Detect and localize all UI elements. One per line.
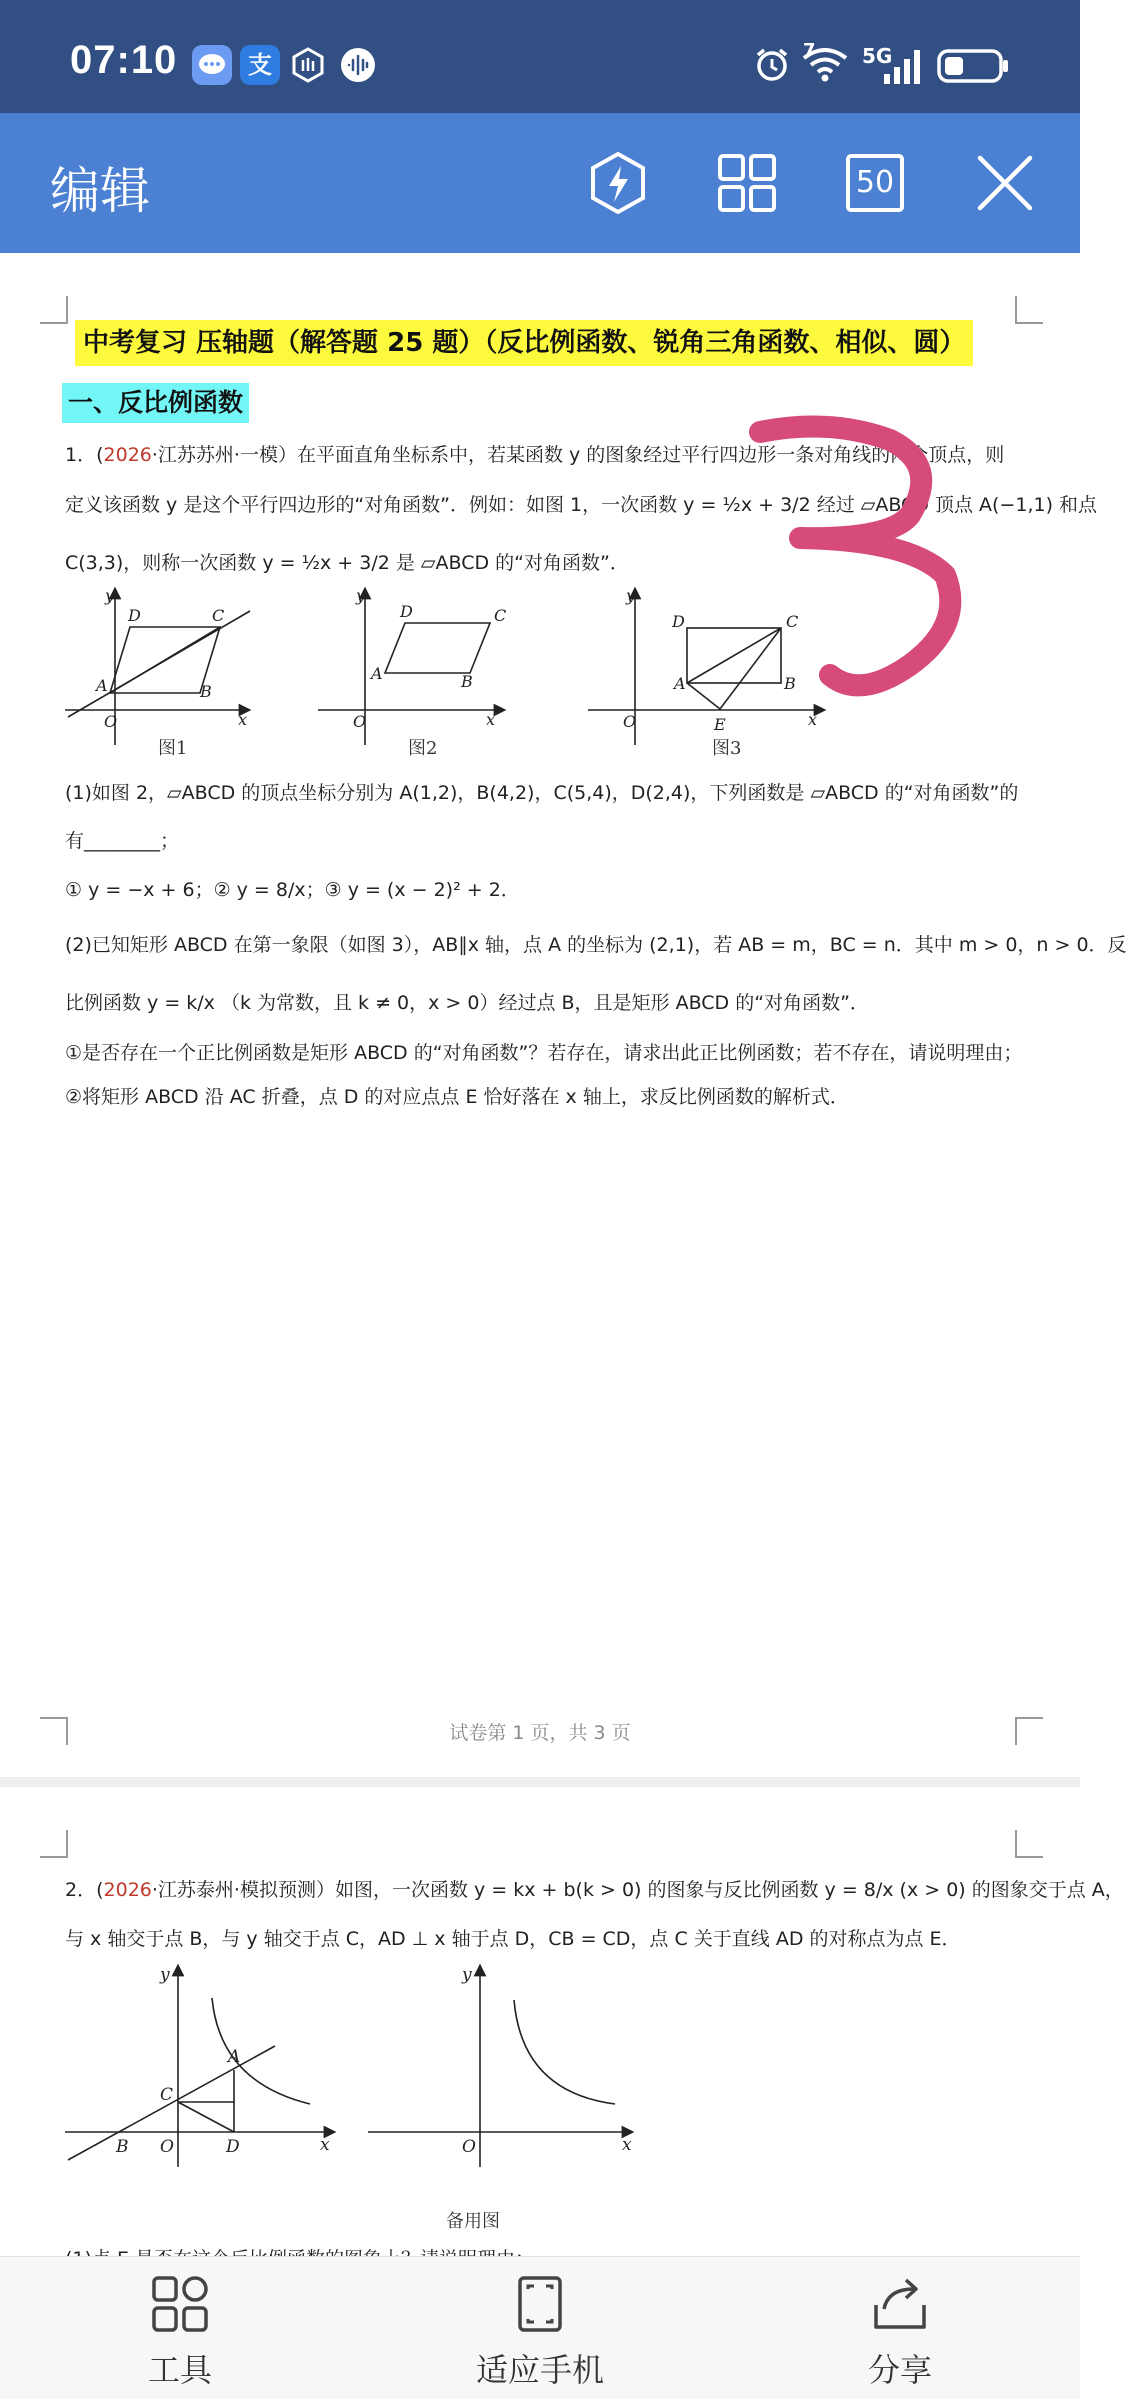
svg-text:C: C [160, 2085, 174, 2105]
q1-part1-line-2: 有________； [65, 830, 180, 852]
svg-text:x: x [808, 710, 818, 729]
svg-text:x: x [320, 2135, 330, 2155]
svg-text:D: D [672, 612, 685, 631]
page-corner-mark [1015, 296, 1043, 324]
svg-text:O: O [462, 2137, 476, 2157]
grid-icon[interactable] [712, 148, 782, 218]
svg-text:y: y [105, 586, 115, 605]
svg-text:O: O [104, 712, 118, 731]
svg-text:E: E [714, 715, 726, 734]
q1-part2-line-2: 比例函数 y = k/x （k 为常数，且 k ≠ 0，x > 0）经过点 B，且是矩形 ABCD 的“对角函数”． [65, 992, 869, 1014]
q2-line-1 [65, 1875, 1124, 1902]
q2-line-2: 与 x 轴交于点 B，与 y 轴交于点 C，AD ⊥ x 轴于点 D，CB = CD，点 C 关于直线 AD 的对称点为点 E． [65, 1928, 961, 1950]
svg-text:A: A [96, 676, 108, 695]
q1-sub-question-2: ②将矩形 ABCD 沿 AC 折叠，点 D 的对应点点 E 恰好落在 x 轴上，求反比例函数的解析式． [65, 1086, 849, 1108]
nav-share-label: 分享 [867, 2351, 932, 2389]
q1-part2-line-1: (2)已知矩形 ABCD 在第一象限（如图 3），AB∥x 轴，点 A 的坐标为 (2,1)，若 AB = m，BC = n．其中 m > 0，n > 0．反 [65, 934, 1127, 956]
q2-number: 2．( [65, 1879, 104, 1901]
svg-text:A: A [371, 664, 383, 683]
page-count-icon[interactable] [840, 148, 910, 218]
q2-figures [60, 1962, 650, 2187]
svg-text:A: A [228, 2047, 241, 2067]
page-corner-mark [1015, 1830, 1043, 1858]
svg-text:O: O [160, 2137, 174, 2157]
page-corner-mark [40, 1830, 68, 1858]
q1-line-2: 定义该函数 y 是这个平行四边形的“对角函数”．例如：如图 1，一次函数 y = ½x + 3/2 经过 ▱ABCD 顶点 A(−1,1) 和点 [65, 494, 1098, 516]
app-bar [0, 113, 1080, 253]
tools-icon [150, 2318, 210, 2337]
svg-text:C: C [494, 606, 507, 625]
status-time: 07:10 [70, 38, 178, 82]
q1-part1-options: ① y = −x + 6；② y = 8/x；③ y = (x − 2)² + 2． [65, 879, 520, 901]
app-bar-title: 编辑 [50, 162, 150, 220]
svg-text:y: y [356, 586, 366, 605]
document-title: 中考复习 压轴题（解答题 25 题）（反比例函数、锐角三角函数、相似、圆） [75, 320, 973, 366]
q1-sub-question-1: ①是否存在一个正比例函数是矩形 ABCD 的“对角函数”？若存在，请求出此正比例函数；若不存在，请说明理由； [65, 1042, 1023, 1064]
q2-figure-main [65, 1970, 330, 2167]
svg-text:B: B [784, 674, 796, 693]
close-icon[interactable] [970, 148, 1040, 218]
q1-part1-line-1: (1)如图 2，▱ABCD 的顶点坐标分别为 A(1,2)，B(4,2)，C(5,4)，D(2,4)，下列函数是 ▱ABCD 的“对角函数”的 [65, 782, 1019, 804]
nav-fit-screen-label: 适应手机 [475, 2351, 604, 2389]
message-notification-icon [192, 45, 232, 85]
svg-text:y: y [462, 1965, 472, 1985]
network-type-label: 5G [862, 44, 893, 68]
nav-share[interactable] [800, 2275, 1000, 2391]
svg-text:y: y [626, 586, 636, 605]
svg-text:D: D [400, 602, 413, 621]
figure-1-caption: 图1 [158, 738, 188, 759]
svg-text:x: x [238, 710, 248, 729]
q2-source-year: 2026 [103, 1879, 152, 1901]
q2-part1-line [65, 2244, 534, 2256]
page-corner-mark [40, 296, 68, 324]
q1-figures [60, 585, 840, 755]
nav-tools-label: 工具 [147, 2351, 212, 2389]
signal-strength-icon [880, 46, 926, 90]
svg-text:D: D [128, 606, 141, 625]
page-count-label: 50 [855, 165, 895, 200]
page-footer: 试卷第 1 页，共 3 页 [449, 1722, 631, 1744]
svg-text:C: C [786, 612, 799, 631]
svg-text:B: B [200, 682, 212, 701]
voice-notification-icon [338, 45, 378, 85]
svg-text:B: B [116, 2137, 129, 2157]
q2-figure-caption: 备用图 [446, 2211, 500, 2232]
fit-screen-icon [510, 2318, 570, 2337]
svg-text:y: y [160, 1965, 170, 1985]
svg-text:C: C [212, 606, 225, 625]
nav-fit-screen[interactable] [440, 2275, 640, 2391]
figure-3-caption: 图3 [712, 738, 742, 759]
svg-text:B: B [461, 672, 473, 691]
handwritten-annotation [740, 410, 990, 710]
sim-indicator: 7 [803, 40, 816, 61]
q1-number: 1．( [65, 444, 104, 466]
q1-source-year: 2026 [103, 444, 152, 466]
svg-text:O: O [353, 712, 367, 731]
gesture-notification-icon [288, 45, 328, 85]
svg-text:A: A [674, 674, 686, 693]
q1-text-1: ·江苏苏州·一模）在平面直角坐标系中，若某函数 y 的图象经过平行四边形一条对角线的两个顶点，则 [151, 444, 1005, 466]
svg-text:x: x [622, 2135, 632, 2155]
page-separator [0, 1777, 1080, 1787]
q2-figure-backup [368, 1970, 628, 2167]
section-title: 一、反比例函数 [62, 383, 249, 423]
bottom-nav [0, 2256, 1080, 2399]
svg-text:x: x [486, 710, 496, 729]
svg-text:O: O [623, 712, 637, 731]
figure-2-caption: 图2 [408, 738, 438, 759]
alipay-notification-icon: 支 [240, 45, 280, 85]
nav-tools[interactable] [80, 2275, 280, 2391]
lightning-icon[interactable] [583, 148, 653, 218]
share-icon [870, 2318, 930, 2337]
q2-text-1: ·江苏泰州·模拟预测）如图，一次函数 y = kx + b(k > 0) 的图象与反比例函数 y = 8/x (x > 0) 的图象交于点 A， [151, 1879, 1124, 1901]
status-bar [0, 0, 1080, 113]
q1-line-3: C(3,3)，则称一次函数 y = ½x + 3/2 是 ▱ABCD 的“对角函数”． [65, 552, 629, 574]
battery-icon [937, 48, 1011, 88]
svg-text:D: D [226, 2137, 240, 2157]
alarm-icon [752, 44, 792, 88]
